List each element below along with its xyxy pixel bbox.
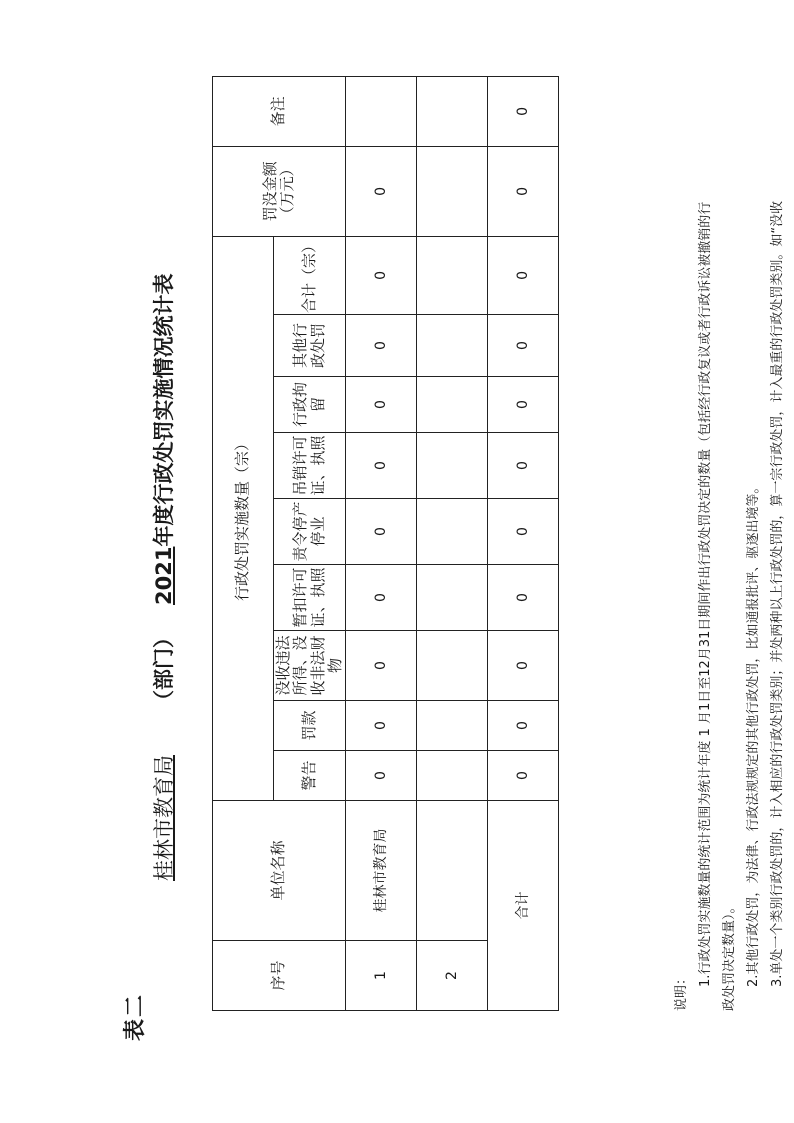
cell: 0 — [488, 701, 559, 751]
cell — [417, 315, 488, 377]
header-group: 行政处罚实施数量（宗） — [213, 236, 274, 800]
header-seq: 序号 — [213, 941, 346, 1011]
cell-remark: 0 — [488, 76, 559, 146]
table-row — [346, 76, 417, 1010]
header-col-warning: 警告 — [274, 751, 346, 801]
cell — [417, 499, 488, 565]
cell — [417, 236, 488, 314]
penalty-table — [212, 76, 559, 1011]
note-line: 2.其他行政处罚，为法律、行政法规规定的其他行政处罚，比如通报批评、驱逐出境等。 — [746, 480, 761, 987]
header-col-confiscation: 没收违法所得、没收非法财物 — [274, 631, 346, 701]
title-year: 2021 — [152, 546, 176, 605]
cell: 0 — [346, 315, 417, 377]
header-unit-name: 单位名称 — [213, 801, 346, 941]
note-line: 1.行政处罚实施数量的统计范围为统计年度 1 月1日至12月31日期间作出行政处罚决定的数量（包括经行政复议或者行政诉讼被撤销的行 — [698, 201, 713, 987]
header-col-stop-production: 责令停产停业 — [274, 499, 346, 565]
row-seq: 1 — [346, 941, 417, 1011]
cell: 0 — [488, 499, 559, 565]
notes-heading: 说明： — [674, 971, 689, 1011]
cell: 0 — [346, 499, 417, 565]
cell: 0 — [488, 377, 559, 433]
cell-remark — [417, 76, 488, 146]
header-amount: 罚没金额（万元） — [213, 146, 346, 236]
header-col-fine: 罚款 — [274, 701, 346, 751]
cell: 0 — [488, 565, 559, 631]
note-line: 3.单处一个类别行政处罚的，计入相应的行政处罚类别；并处两种以上行政处罚的，算一宗行政处罚，计入最重的行政处罚类别。如“没收 — [770, 200, 785, 987]
cell: 0 — [488, 236, 559, 314]
cell — [417, 433, 488, 499]
cell: 0 — [346, 565, 417, 631]
cell-remark — [346, 76, 417, 146]
row-unit — [417, 801, 488, 941]
cell: 0 — [488, 631, 559, 701]
total-label: 合计 — [488, 801, 559, 1011]
cell: 0 — [346, 433, 417, 499]
notes — [670, 31, 790, 1011]
header-col-subtotal: 合计（宗） — [274, 236, 346, 314]
table-row — [417, 76, 488, 1010]
cell-amount — [417, 146, 488, 236]
cell — [417, 565, 488, 631]
table-label: 表二 — [123, 992, 148, 1041]
title-rest: 年度行政处罚实施情况统计表 — [152, 273, 176, 547]
header-row-1 — [213, 76, 274, 1010]
header-col-detention: 行政拘留 — [274, 377, 346, 433]
cell: 0 — [346, 631, 417, 701]
cell — [417, 701, 488, 751]
row-seq: 2 — [417, 941, 488, 1011]
total-row — [488, 76, 559, 1010]
page-title — [148, 143, 178, 903]
note-line: 政处罚决定数量）。 — [722, 900, 737, 1011]
header-col-other: 其他行政处罚 — [274, 315, 346, 377]
header-col-revoke-license: 吊销许可证、执照 — [274, 433, 346, 499]
cell: 0 — [346, 377, 417, 433]
header-col-suspend-license: 暂扣许可证、执照 — [274, 565, 346, 631]
cell-amount: 0 — [488, 146, 559, 236]
title-unit: 桂林市教育局 — [152, 755, 176, 881]
cell: 0 — [346, 701, 417, 751]
cell: 0 — [488, 751, 559, 801]
title-dept: （部门） — [152, 627, 176, 711]
row-unit: 桂林市教育局 — [346, 801, 417, 941]
cell-amount: 0 — [346, 146, 417, 236]
cell: 0 — [488, 315, 559, 377]
cell: 0 — [346, 751, 417, 801]
cell — [417, 377, 488, 433]
header-remark: 备注 — [213, 76, 346, 146]
cell: 0 — [346, 236, 417, 314]
cell — [417, 751, 488, 801]
cell — [417, 631, 488, 701]
cell: 0 — [488, 433, 559, 499]
